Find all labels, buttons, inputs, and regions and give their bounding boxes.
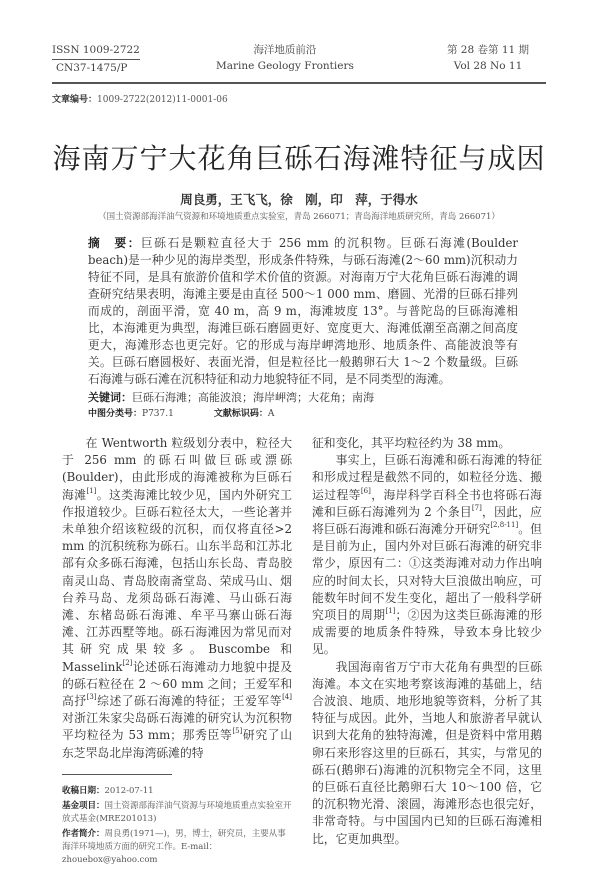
body-paragraph (312, 435, 542, 452)
received-value: 2012-07-11 (104, 785, 154, 796)
paragraph-text: 。但是目前为止，国内外对巨砾石海滩的研究非常少，原因有二：①这类海滩对动力作出响应的时间太长，只对特大巨浪做出响应，可能数年时间不发生变化，超出了一般科学研究项目的周期 (312, 522, 542, 623)
paragraph-text: ；②因为这类巨砾海滩的形成需要的地质条件特殊，导致本身比较少见。 (312, 608, 542, 657)
article-number-value: 1009-2722(2012)11-0001-06 (97, 95, 228, 105)
citation: [2] (122, 658, 133, 667)
keywords-label: 关键词： (88, 391, 132, 404)
fund-info (62, 800, 292, 826)
clc-label: 中图分类号： (88, 409, 143, 419)
journal-name-cn: 海洋地质前沿 (253, 44, 317, 56)
body-columns (52, 435, 546, 869)
issn: ISSN 1009-2722 (52, 42, 140, 60)
citation: [1] (385, 607, 396, 616)
abstract-label: 摘 要： (88, 236, 142, 250)
footnotes (62, 785, 292, 867)
paragraph-text: 我国海南省万宁市大花角有典型的巨砾海滩。本文在实地考察该海滩的基础上，结合波浪、地质、地形地貌等资料，分析了其特征与成因。此外，当地人和旅游者早就认识到大花角的独特海滩，但是资料中常用鹅卵石来形容这里的巨砾石，其实，与常见的砾石(鹅卵石)海滩的沉积物完全不同，这里的巨砾石直径比鹅卵石大 10～100 倍，它的沉积物光滑、滚圆，海滩形态也很完好，非常奇特。与中国国内已知的巨砾石海滩相比，它更加典型。 (312, 659, 542, 846)
keywords (88, 390, 518, 406)
issue-en: Vol 28 No 11 (453, 60, 523, 72)
citation: [2,8-11] (490, 521, 519, 530)
running-header (52, 42, 546, 76)
citation: [5] (232, 727, 243, 736)
author-bio-label: 作者简介： (62, 828, 105, 839)
journal-name (185, 42, 385, 74)
issue-cn: 第 28 卷第 11 期 (446, 44, 530, 56)
body-paragraph (312, 659, 542, 848)
fund-label: 基金项目： (62, 800, 105, 811)
header-divider (52, 82, 546, 84)
citation: [4] (282, 693, 292, 702)
citation: [7] (471, 503, 482, 512)
cn-number: CN37-1475/P (56, 62, 128, 74)
authors: 周良勇，王飞飞，徐 刚，印 萍，于得水 (180, 192, 418, 207)
paper-title: 海南万宁大花角巨砾石海滩特征与成因 (52, 142, 546, 175)
footnote-divider (62, 774, 172, 775)
citation: [1] (86, 486, 97, 495)
journal-codes (52, 42, 140, 76)
paragraph-text: 对浙江朱家尖岛砾石海滩的研究认为沉积物平均粒径为 53 mm；那秀臣等 (62, 711, 292, 743)
fund-value: 国土资源部海洋油气资源与环境地质重点实验室开放式基金(MRE201013) (62, 800, 292, 824)
citation: [6] (360, 486, 371, 495)
clc-value: P737.1 (142, 409, 174, 419)
article-number-label: 文章编号： (52, 95, 98, 105)
body-paragraph (312, 452, 542, 658)
abstract-text: 巨砾石是颗粒直径大于 256 mm 的沉积物。巨砾石海滩(Boulder beach)是一种少见的海岸类型，形成条件特殊，与砾石海滩(2～60 mm)沉积动力特征不同，是具有旅游价值和学术价值的资源。对海南万宁大花角巨砾石海滩的调查研究结果表明，海滩主要是由直径 500～1 000 mm、磨圆、光滑的巨砾石排列而成的，剖面平滑，宽 40 m，高 9 m，海滩坡度 13°。与普陀岛的巨砾海滩相比，本海滩更为典型，海滩巨砾石磨圆更好、宽度更大、海滩低潮至高潮之间高度更大，海滩形态也更完好。它的形成与海岸岬湾地形、地质条件、高能波浪等有关。巨砾石磨圆极好、表面光滑，但是粒径比一般鹅卵石大 1～2 个数量级。巨砾石海滩与砾石滩在沉积特征和动力地貌特征不同，是不同类型的海滩。 (88, 236, 518, 386)
received-label: 收稿日期： (62, 785, 105, 796)
left-column-text (62, 435, 292, 762)
doc-code-label: 文献标识码： (213, 409, 268, 419)
article-number (52, 94, 546, 107)
paragraph-text: 在 Wentworth 粒级划分表中，粒径大于 256 mm 的砾石叫做巨砾或漂砾(Boulder)，由此形成的海滩被称为巨砾石海滩 (62, 436, 292, 502)
journal-name-en: Marine Geology Frontiers (215, 60, 354, 72)
received-date (62, 785, 292, 798)
classification (88, 407, 546, 421)
abstract (88, 235, 518, 388)
keywords-text: 巨砾石海滩；高能波浪；海岸岬湾；大花角；南海 (132, 391, 374, 404)
paragraph-text: ，因此，应将巨砾石海滩和砾石海滩分开研究 (312, 504, 542, 537)
paragraph-text: 事实上，巨砾石海滩和砾石海滩的特征和形成过程是截然不同的，如粒径分选、搬运过程等 (312, 453, 542, 502)
issue-info (430, 42, 546, 74)
body-column-left (62, 435, 292, 869)
citation: [3] (86, 693, 97, 702)
paragraph-text: 论述砾石海滩动力地貌中提及的砾石粒径在 2 ～60 mm 之间；王爱军和高抒 (62, 659, 292, 709)
doc-code-value: A (267, 409, 275, 419)
body-paragraph (62, 435, 292, 762)
paragraph-text: 研究了山东芝罘岛北岸海湾砾滩的特 (62, 728, 292, 760)
body-column-right (312, 435, 542, 869)
paragraph-text: 征和变化，其平均粒径约为 38 mm。 (312, 436, 511, 450)
affiliation: （国土资源部海洋油气资源和环境地质重点实验室，青岛 266071；青岛海洋地质研究所，青岛 266071） (98, 212, 500, 222)
paragraph-text: 。这类海滩比较少见，国内外研究工作报道较少。巨砾石粒径太大，一些论著并未单独介绍该粒级的沉积，而仅将直径>2 mm 的沉积统称为砾石。山东半岛和江苏北部有众多砾石海滩，包括山东长岛、青岛胶南灵山岛、青岛胶南斋堂岛、荣成马山、烟台养马岛、龙须岛砾石海滩、马山砾石海滩、东楮岛砾石海滩、牟平马寨山砾石海滩、江苏西墅等地。砾石海滩因为常见而对其研究成果较多。Buscombe 和 Masselink (62, 487, 292, 674)
paragraph-text: 综述了砾石海滩的特征；王爱军等 (96, 694, 283, 709)
author-bio-value: 周良勇(1971—)，男，博士，研究员，主要从事海洋环境地质方面的研究工作。E-mail：zhouebox@yahoo.com (62, 828, 286, 865)
author-bio (62, 828, 292, 867)
paragraph-text: ，海岸科学百科全书也将砾石海滩和巨砾石海滩列为 2 个条目 (312, 487, 542, 519)
